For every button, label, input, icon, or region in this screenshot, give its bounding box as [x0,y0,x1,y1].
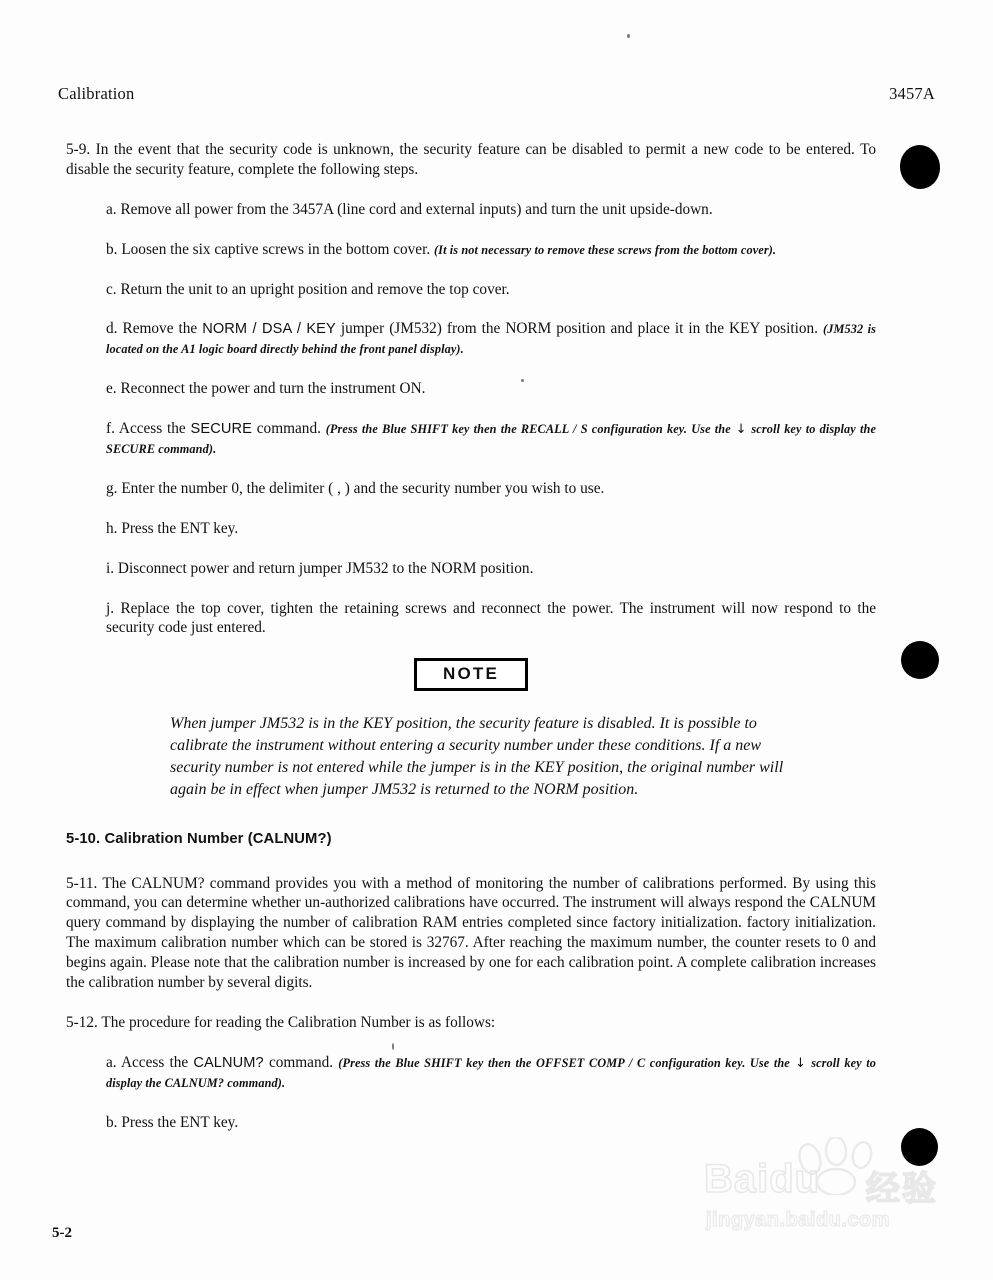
step-b [106,240,876,260]
paragraph-5-11: 5-11. The CALNUM? command provides you with a method of monitoring the number of calibrations performed. By using this command, you can determine whether un-authorized calibrations have occurred. The instrument will always respond the CALNUM query command by displaying the number of calibration RAM entries completed since factory initialization. factory initialization. The maximum calibration number which can be stored is 32767. After reaching the maximum number, the counter resets to 0 and begins again. Please note that the calibration number is increased by one for each calibration point. A complete calibration increases the calibration number by several digits. [66,874,876,991]
step-f-label: f. [106,420,115,438]
step-d [106,319,876,359]
step-c-text: Return the unit to an upright position and remove the top cover. [120,280,510,298]
step-h-text: Press the ENT key. [121,519,239,537]
watermark-brand: Baidu [704,1157,821,1201]
step-a-label: a. [106,200,117,218]
step-c-label: c. [106,280,117,298]
step-f [106,419,876,459]
step-d-aside: (JM532 is located on the A1 logic board directly behind the front panel display). [106,322,876,357]
step-h [106,519,876,539]
step-a-text: Remove all power from the 3457A (line cord and external inputs) and turn the unit upside-down. [120,200,713,218]
paragraph-5-9: 5-9. In the event that the security code is unknown, the security feature can be disabled to permit a new code to be entered. To disable the security feature, complete the following steps. [66,141,876,178]
step2-a-label: a. [106,1053,117,1071]
step-d-text-before: Remove the [122,320,198,338]
step2-a-aside-second: scroll key to display the CALNUM? command). [106,1055,876,1090]
step2-a-text-before: Access the [120,1053,189,1071]
step2-a-text-after: command. [268,1053,334,1071]
running-head [58,84,935,104]
step-i-label: i. [106,559,115,577]
step2-a-command: CALNUM? [193,1054,264,1071]
watermark-url: jingyan.baidu.com [706,1209,891,1231]
step-b-label: b. [106,240,118,258]
section-heading-5-10: 5-10. Calibration Number (CALNUM?) [66,831,332,848]
step-j [106,599,876,639]
running-head-left: Calibration [58,84,135,103]
ink-blob-artifact [901,641,939,679]
step-d-text-after: jumper (JM532) from the NORM position and place it in the KEY position. [340,320,818,338]
step-d-command: NORM / DSA / KEY [202,321,336,338]
ink-blob-artifact [901,1128,938,1166]
step-f-command: SECURE [190,421,252,438]
step-g [106,479,876,499]
step2-a [106,1053,876,1093]
step-c [106,280,876,300]
step-i [106,559,876,579]
baidu-watermark [700,1135,980,1245]
step-e-label: e. [106,380,117,398]
step-g-label: g. [106,479,118,497]
scan-speck [627,34,630,38]
step-f-aside-second: scroll key to display the SECURE command). [106,422,877,457]
step-d-label: d. [106,320,118,338]
ink-blob-artifact [897,142,943,191]
step2-b [106,1113,876,1133]
watermark-brand-cn: 经验 [866,1169,938,1209]
page-number: 5-2 [52,1225,72,1241]
note-box [414,658,528,691]
paragraph-5-12: 5-12. The procedure for reading the Calibration Number is as follows: [66,1013,496,1031]
down-arrow-icon: ↓ [795,1055,807,1071]
step-b-text: Loosen the six captive screws in the bottom cover. [121,240,431,258]
step-e-text: Reconnect the power and turn the instrument ON. [120,380,426,398]
note-box-container [66,658,876,691]
step-i-text: Disconnect power and return jumper JM532 to the NORM position. [117,559,534,577]
step2-b-label: b. [106,1113,118,1131]
note-label: NOTE [442,664,500,684]
step-j-label: j. [106,599,115,617]
step-f-text-after: command. [256,420,321,438]
step2-b-text: Press the ENT key. [121,1113,239,1131]
step-a [106,200,876,220]
step-f-aside-first: (Press the Blue SHIFT key then the RECALL / S configuration key. Use the [325,422,731,437]
down-arrow-icon: ↓ [735,422,747,438]
step-g-text: Enter the number 0, the delimiter ( , ) and the security number you wish to use. [121,479,605,497]
step2-a-aside-first: (Press the Blue SHIFT key then the OFFSET COMP / C configuration key. Use the [338,1055,790,1070]
step-j-text: Replace the top cover, tighten the retaining screws and reconnect the power. The instrument will now respond to the security code just entered. [106,599,877,637]
step-f-text-before: Access the [118,420,186,438]
note-body-text: When jumper JM532 is in the KEY position, the security feature is disabled. It is possible to calibrate the instrument without entering a security number under these conditions. If a new security number is not entered while the jumper is in the KEY position, the original number will again be in effect when jumper JM532 is returned to the NORM position. [170,715,784,798]
running-head-right: 3457A [889,84,935,103]
body-column [66,140,876,1150]
step-h-label: h. [106,519,118,537]
step-b-aside: (It is not necessary to remove these screws from the bottom cover). [433,242,777,257]
step-e [106,379,876,399]
